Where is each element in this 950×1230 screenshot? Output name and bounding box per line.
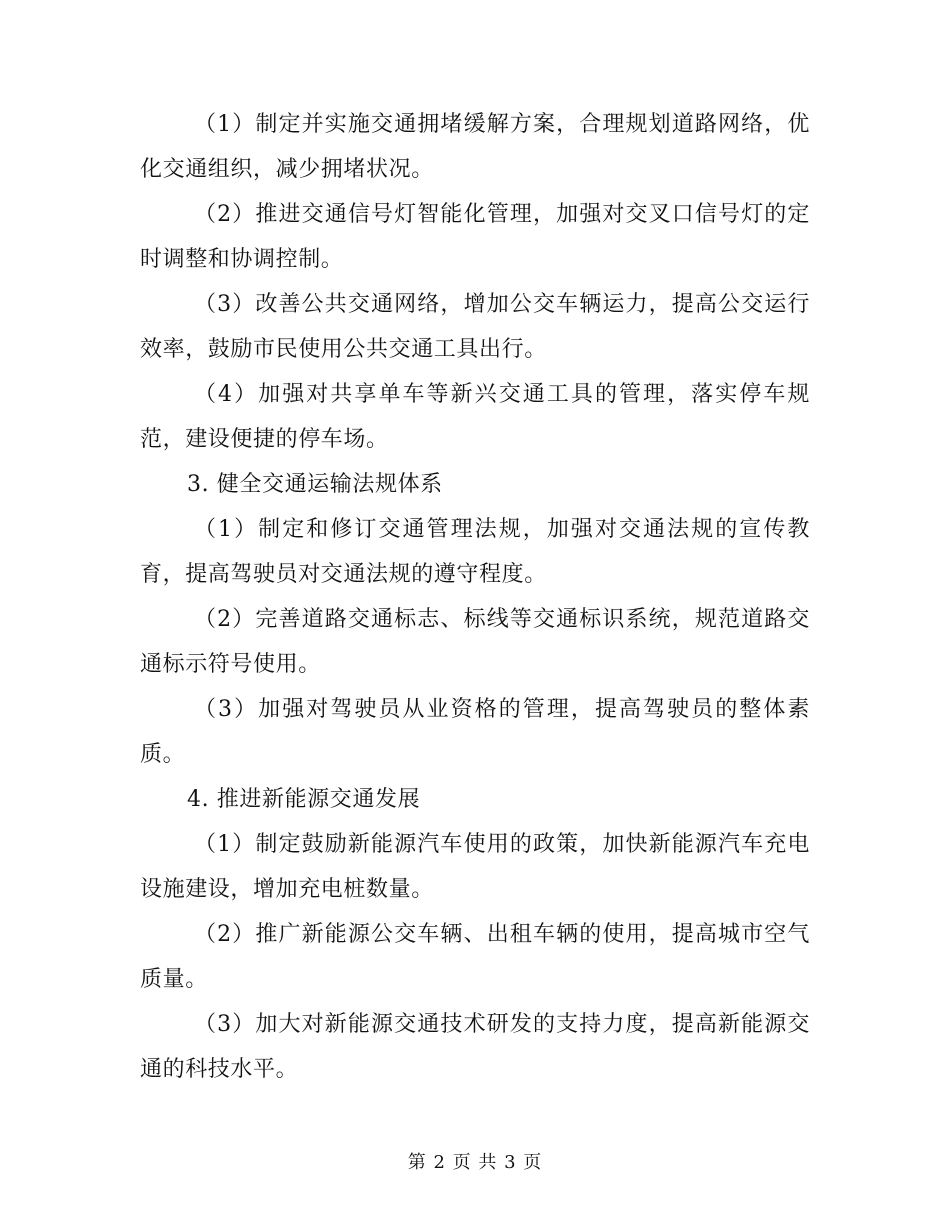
paragraph-congestion-plan: （1）制定并实施交通拥堵缓解方案，合理规划道路网络，优化交通组织，减少拥堵状况。	[140, 112, 810, 182]
paragraph-shared-bikes: （4）加强对共享单车等新兴交通工具的管理，落实停车规范，建设便捷的停车场。	[140, 382, 810, 452]
paragraph-driver-qualification: （3）加强对驾驶员从业资格的管理，提高驾驶员的整体素质。	[140, 697, 810, 767]
paragraph-ev-buses: （2）推广新能源公交车辆、出租车辆的使用，提高城市空气质量。	[140, 922, 810, 992]
paragraph-signal-management: （2）推进交通信号灯智能化管理，加强对交叉口信号灯的定时调整和协调控制。	[140, 202, 810, 272]
paragraph-ev-policy: （1）制定鼓励新能源汽车使用的政策，加快新能源汽车充电设施建设，增加充电桩数量。	[140, 832, 810, 902]
paragraph-traffic-signs: （2）完善道路交通标志、标线等交通标识系统，规范道路交通标示符号使用。	[140, 607, 810, 677]
paragraph-public-transit: （3）改善公共交通网络，增加公交车辆运力，提高公交运行效率，鼓励市民使用公共交通工具出行。	[140, 292, 810, 362]
section-heading-new-energy: 4. 推进新能源交通发展	[187, 787, 421, 812]
section-heading-regulations: 3. 健全交通运输法规体系	[187, 472, 443, 497]
document-body	[140, 102, 810, 1092]
paragraph-traffic-laws: （1）制定和修订交通管理法规，加强对交通法规的宣传教育，提高驾驶员对交通法规的遵守程度。	[140, 517, 810, 587]
page-number-footer: 第 2 页 共 3 页	[407, 1152, 543, 1173]
paragraph-ev-research: （3）加大对新能源交通技术研发的支持力度，提高新能源交通的科技水平。	[140, 1012, 810, 1082]
